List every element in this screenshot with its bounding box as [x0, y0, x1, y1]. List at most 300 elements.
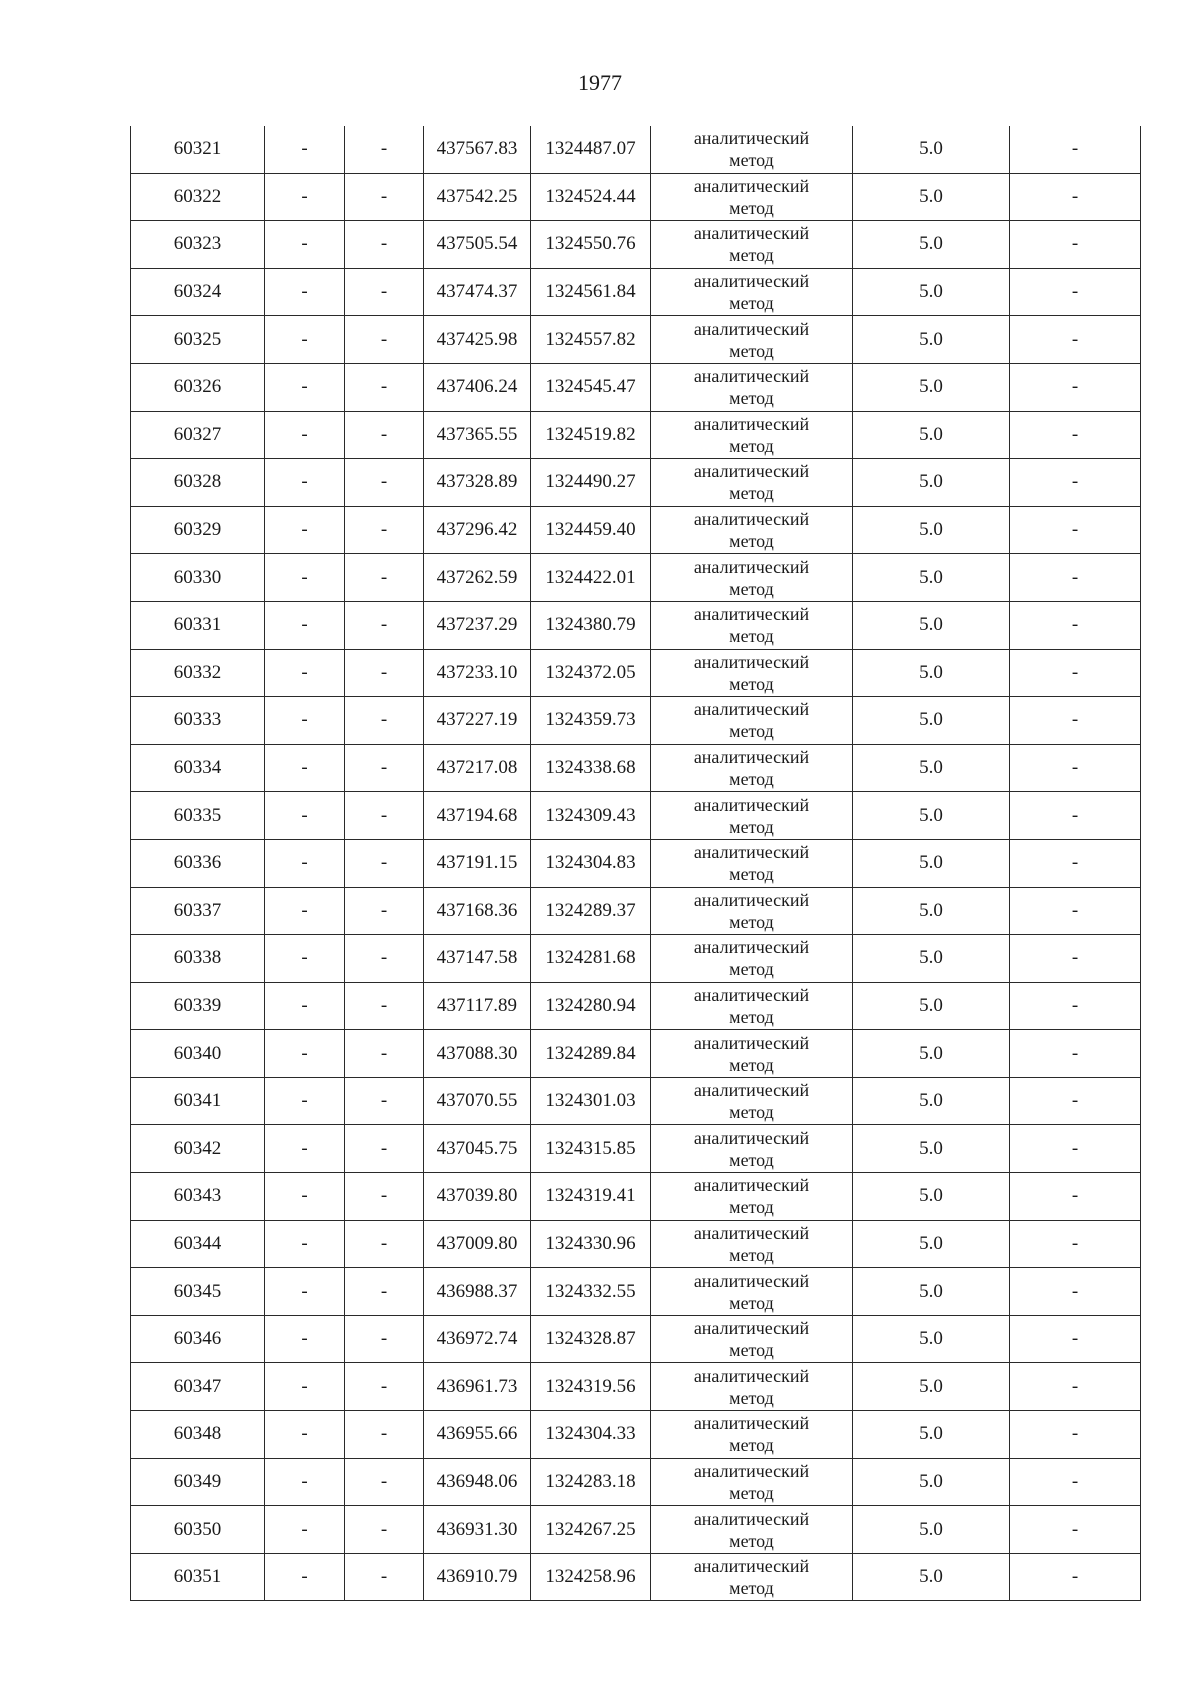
precision-cell: 5.0: [853, 792, 1010, 840]
empty-value-cell: -: [265, 316, 345, 364]
y-coordinate-cell: 1324519.82: [531, 411, 651, 459]
point-number-cell: 60331: [131, 601, 265, 649]
y-coordinate-cell: 1324524.44: [531, 173, 651, 221]
point-number-cell: 60337: [131, 887, 265, 935]
empty-value-cell: -: [1010, 411, 1141, 459]
table-row: [131, 982, 1141, 1030]
method-text: метод: [729, 864, 774, 885]
method-text: аналитический: [693, 318, 810, 339]
empty-value-cell: -: [1010, 506, 1141, 554]
point-number-cell: 60326: [131, 363, 265, 411]
x-coordinate-cell: 437233.10: [424, 649, 531, 697]
method-cell: [651, 268, 853, 316]
empty-value-cell: -: [1010, 935, 1141, 983]
method-text: метод: [729, 626, 774, 647]
y-coordinate-cell: 1324304.33: [531, 1411, 651, 1459]
table-row: [131, 221, 1141, 269]
table-body: [131, 126, 1141, 1601]
method-cell: [651, 506, 853, 554]
empty-value-cell: -: [265, 1411, 345, 1459]
empty-value-cell: -: [345, 1553, 424, 1601]
x-coordinate-cell: 436910.79: [424, 1553, 531, 1601]
point-number-cell: 60329: [131, 506, 265, 554]
method-cell: [651, 221, 853, 269]
x-coordinate-cell: 437542.25: [424, 173, 531, 221]
precision-cell: 5.0: [853, 268, 1010, 316]
method-text: аналитический: [693, 984, 810, 1005]
method-text: метод: [729, 1578, 774, 1599]
empty-value-cell: -: [1010, 1125, 1141, 1173]
empty-value-cell: -: [265, 1030, 345, 1078]
empty-value-cell: -: [265, 1506, 345, 1554]
method-cell: [651, 1506, 853, 1554]
empty-value-cell: -: [265, 1173, 345, 1221]
empty-value-cell: -: [265, 982, 345, 1030]
empty-value-cell: -: [345, 697, 424, 745]
table-row: [131, 792, 1141, 840]
point-number-cell: 60351: [131, 1553, 265, 1601]
method-text: метод: [729, 1387, 774, 1408]
x-coordinate-cell: 437237.29: [424, 601, 531, 649]
precision-cell: 5.0: [853, 1077, 1010, 1125]
empty-value-cell: -: [1010, 1315, 1141, 1363]
empty-value-cell: -: [345, 268, 424, 316]
empty-value-cell: -: [1010, 1220, 1141, 1268]
method-text: метод: [729, 578, 774, 599]
point-number-cell: 60334: [131, 744, 265, 792]
point-number-cell: 60325: [131, 316, 265, 364]
empty-value-cell: -: [345, 649, 424, 697]
method-text: аналитический: [693, 175, 810, 196]
x-coordinate-cell: 437070.55: [424, 1077, 531, 1125]
method-text: аналитический: [693, 889, 810, 910]
empty-value-cell: -: [345, 601, 424, 649]
y-coordinate-cell: 1324301.03: [531, 1077, 651, 1125]
empty-value-cell: -: [1010, 982, 1141, 1030]
method-cell: [651, 1411, 853, 1459]
empty-value-cell: -: [345, 792, 424, 840]
method-text: аналитический: [693, 413, 810, 434]
empty-value-cell: -: [1010, 839, 1141, 887]
y-coordinate-cell: 1324557.82: [531, 316, 651, 364]
table-row: [131, 173, 1141, 221]
method-cell: [651, 1220, 853, 1268]
y-coordinate-cell: 1324422.01: [531, 554, 651, 602]
point-number-cell: 60322: [131, 173, 265, 221]
method-cell: [651, 1030, 853, 1078]
x-coordinate-cell: 437088.30: [424, 1030, 531, 1078]
empty-value-cell: -: [345, 506, 424, 554]
empty-value-cell: -: [1010, 1268, 1141, 1316]
method-text: аналитический: [693, 223, 810, 244]
method-text: метод: [729, 721, 774, 742]
empty-value-cell: -: [1010, 268, 1141, 316]
empty-value-cell: -: [1010, 649, 1141, 697]
method-text: аналитический: [693, 604, 810, 625]
precision-cell: 5.0: [853, 601, 1010, 649]
empty-value-cell: -: [345, 935, 424, 983]
method-cell: [651, 173, 853, 221]
precision-cell: 5.0: [853, 1363, 1010, 1411]
table-row: [131, 126, 1141, 173]
precision-cell: 5.0: [853, 935, 1010, 983]
empty-value-cell: -: [265, 1268, 345, 1316]
x-coordinate-cell: 437425.98: [424, 316, 531, 364]
empty-value-cell: -: [265, 1363, 345, 1411]
empty-value-cell: -: [345, 554, 424, 602]
table-row: [131, 1173, 1141, 1221]
empty-value-cell: -: [1010, 1458, 1141, 1506]
method-cell: [651, 935, 853, 983]
y-coordinate-cell: 1324267.25: [531, 1506, 651, 1554]
method-text: метод: [729, 435, 774, 456]
empty-value-cell: -: [265, 887, 345, 935]
y-coordinate-cell: 1324459.40: [531, 506, 651, 554]
empty-value-cell: -: [265, 697, 345, 745]
precision-cell: 5.0: [853, 887, 1010, 935]
table-row: [131, 316, 1141, 364]
table-row: [131, 1220, 1141, 1268]
empty-value-cell: -: [265, 1458, 345, 1506]
empty-value-cell: -: [345, 1458, 424, 1506]
empty-value-cell: -: [1010, 1411, 1141, 1459]
y-coordinate-cell: 1324315.85: [531, 1125, 651, 1173]
point-number-cell: 60350: [131, 1506, 265, 1554]
table-row: [131, 506, 1141, 554]
empty-value-cell: -: [1010, 1030, 1141, 1078]
empty-value-cell: -: [265, 1077, 345, 1125]
method-text: аналитический: [693, 937, 810, 958]
table-row: [131, 1315, 1141, 1363]
empty-value-cell: -: [265, 268, 345, 316]
x-coordinate-cell: 437474.37: [424, 268, 531, 316]
method-text: аналитический: [693, 699, 810, 720]
y-coordinate-cell: 1324338.68: [531, 744, 651, 792]
x-coordinate-cell: 437009.80: [424, 1220, 531, 1268]
x-coordinate-cell: 437039.80: [424, 1173, 531, 1221]
method-text: аналитический: [693, 1222, 810, 1243]
method-text: метод: [729, 197, 774, 218]
coordinates-table: [130, 126, 1141, 1601]
empty-value-cell: -: [345, 1030, 424, 1078]
table-row: [131, 1553, 1141, 1601]
method-cell: [651, 839, 853, 887]
table-row: [131, 1030, 1141, 1078]
empty-value-cell: -: [265, 506, 345, 554]
point-number-cell: 60339: [131, 982, 265, 1030]
empty-value-cell: -: [265, 173, 345, 221]
x-coordinate-cell: 437296.42: [424, 506, 531, 554]
method-text: аналитический: [693, 1175, 810, 1196]
point-number-cell: 60347: [131, 1363, 265, 1411]
precision-cell: 5.0: [853, 363, 1010, 411]
empty-value-cell: -: [1010, 697, 1141, 745]
point-number-cell: 60342: [131, 1125, 265, 1173]
x-coordinate-cell: 437147.58: [424, 935, 531, 983]
method-text: метод: [729, 245, 774, 266]
empty-value-cell: -: [1010, 459, 1141, 507]
empty-value-cell: -: [1010, 1506, 1141, 1554]
method-text: метод: [729, 1482, 774, 1503]
method-cell: [651, 1077, 853, 1125]
x-coordinate-cell: 436948.06: [424, 1458, 531, 1506]
table-row: [131, 649, 1141, 697]
table-row: [131, 1458, 1141, 1506]
method-text: метод: [729, 911, 774, 932]
empty-value-cell: -: [345, 1363, 424, 1411]
empty-value-cell: -: [265, 1220, 345, 1268]
precision-cell: 5.0: [853, 839, 1010, 887]
method-text: аналитический: [693, 1032, 810, 1053]
point-number-cell: 60345: [131, 1268, 265, 1316]
y-coordinate-cell: 1324328.87: [531, 1315, 651, 1363]
point-number-cell: 60330: [131, 554, 265, 602]
method-text: аналитический: [693, 509, 810, 530]
empty-value-cell: -: [345, 221, 424, 269]
x-coordinate-cell: 436955.66: [424, 1411, 531, 1459]
empty-value-cell: -: [345, 126, 424, 173]
table-row: [131, 1125, 1141, 1173]
empty-value-cell: -: [265, 554, 345, 602]
precision-cell: 5.0: [853, 459, 1010, 507]
empty-value-cell: -: [1010, 363, 1141, 411]
method-cell: [651, 601, 853, 649]
point-number-cell: 60340: [131, 1030, 265, 1078]
point-number-cell: 60344: [131, 1220, 265, 1268]
precision-cell: 5.0: [853, 744, 1010, 792]
x-coordinate-cell: 437365.55: [424, 411, 531, 459]
method-text: метод: [729, 1530, 774, 1551]
method-text: метод: [729, 959, 774, 980]
point-number-cell: 60323: [131, 221, 265, 269]
point-number-cell: 60346: [131, 1315, 265, 1363]
precision-cell: 5.0: [853, 1506, 1010, 1554]
point-number-cell: 60338: [131, 935, 265, 983]
method-text: метод: [729, 1340, 774, 1361]
method-cell: [651, 887, 853, 935]
x-coordinate-cell: 437328.89: [424, 459, 531, 507]
method-text: аналитический: [693, 747, 810, 768]
method-text: метод: [729, 1292, 774, 1313]
method-cell: [651, 1363, 853, 1411]
empty-value-cell: -: [345, 1125, 424, 1173]
x-coordinate-cell: 436961.73: [424, 1363, 531, 1411]
method-text: метод: [729, 531, 774, 552]
empty-value-cell: -: [265, 649, 345, 697]
x-coordinate-cell: 437191.15: [424, 839, 531, 887]
precision-cell: 5.0: [853, 1030, 1010, 1078]
empty-value-cell: -: [345, 1506, 424, 1554]
y-coordinate-cell: 1324304.83: [531, 839, 651, 887]
empty-value-cell: -: [1010, 554, 1141, 602]
point-number-cell: 60333: [131, 697, 265, 745]
empty-value-cell: -: [1010, 1077, 1141, 1125]
empty-value-cell: -: [345, 1220, 424, 1268]
x-coordinate-cell: 437168.36: [424, 887, 531, 935]
method-text: аналитический: [693, 1270, 810, 1291]
method-cell: [651, 459, 853, 507]
method-text: метод: [729, 150, 774, 171]
method-text: метод: [729, 1149, 774, 1170]
method-cell: [651, 1315, 853, 1363]
x-coordinate-cell: 437567.83: [424, 126, 531, 173]
empty-value-cell: -: [345, 1268, 424, 1316]
method-text: аналитический: [693, 461, 810, 482]
empty-value-cell: -: [265, 363, 345, 411]
precision-cell: 5.0: [853, 126, 1010, 173]
table-row: [131, 268, 1141, 316]
empty-value-cell: -: [265, 221, 345, 269]
point-number-cell: 60343: [131, 1173, 265, 1221]
method-text: аналитический: [693, 1365, 810, 1386]
empty-value-cell: -: [1010, 316, 1141, 364]
method-cell: [651, 1268, 853, 1316]
method-text: аналитический: [693, 1413, 810, 1434]
precision-cell: 5.0: [853, 221, 1010, 269]
x-coordinate-cell: 437217.08: [424, 744, 531, 792]
empty-value-cell: -: [1010, 1553, 1141, 1601]
precision-cell: 5.0: [853, 697, 1010, 745]
method-cell: [651, 363, 853, 411]
y-coordinate-cell: 1324487.07: [531, 126, 651, 173]
table-row: [131, 839, 1141, 887]
x-coordinate-cell: 437227.19: [424, 697, 531, 745]
y-coordinate-cell: 1324319.56: [531, 1363, 651, 1411]
method-cell: [651, 697, 853, 745]
y-coordinate-cell: 1324258.96: [531, 1553, 651, 1601]
precision-cell: 5.0: [853, 554, 1010, 602]
x-coordinate-cell: 436931.30: [424, 1506, 531, 1554]
empty-value-cell: -: [265, 1125, 345, 1173]
empty-value-cell: -: [1010, 792, 1141, 840]
table-row: [131, 744, 1141, 792]
empty-value-cell: -: [265, 459, 345, 507]
method-text: метод: [729, 340, 774, 361]
point-number-cell: 60335: [131, 792, 265, 840]
table-row: [131, 697, 1141, 745]
precision-cell: 5.0: [853, 1125, 1010, 1173]
empty-value-cell: -: [1010, 221, 1141, 269]
empty-value-cell: -: [1010, 887, 1141, 935]
table-row: [131, 601, 1141, 649]
table-row: [131, 887, 1141, 935]
method-text: аналитический: [693, 794, 810, 815]
precision-cell: 5.0: [853, 173, 1010, 221]
method-cell: [651, 1553, 853, 1601]
method-text: метод: [729, 388, 774, 409]
empty-value-cell: -: [265, 839, 345, 887]
point-number-cell: 60324: [131, 268, 265, 316]
precision-cell: 5.0: [853, 1458, 1010, 1506]
empty-value-cell: -: [1010, 744, 1141, 792]
method-text: метод: [729, 816, 774, 837]
method-cell: [651, 1458, 853, 1506]
empty-value-cell: -: [345, 839, 424, 887]
x-coordinate-cell: 436972.74: [424, 1315, 531, 1363]
method-cell: [651, 126, 853, 173]
method-text: метод: [729, 1197, 774, 1218]
method-text: аналитический: [693, 271, 810, 292]
empty-value-cell: -: [345, 982, 424, 1030]
point-number-cell: 60341: [131, 1077, 265, 1125]
method-text: метод: [729, 1244, 774, 1265]
x-coordinate-cell: 437045.75: [424, 1125, 531, 1173]
method-text: метод: [729, 673, 774, 694]
empty-value-cell: -: [265, 126, 345, 173]
empty-value-cell: -: [265, 792, 345, 840]
empty-value-cell: -: [1010, 601, 1141, 649]
point-number-cell: 60336: [131, 839, 265, 887]
method-text: аналитический: [693, 1080, 810, 1101]
y-coordinate-cell: 1324550.76: [531, 221, 651, 269]
empty-value-cell: -: [345, 363, 424, 411]
x-coordinate-cell: 437194.68: [424, 792, 531, 840]
y-coordinate-cell: 1324289.37: [531, 887, 651, 935]
precision-cell: 5.0: [853, 982, 1010, 1030]
point-number-cell: 60332: [131, 649, 265, 697]
table-row: [131, 1411, 1141, 1459]
precision-cell: 5.0: [853, 1173, 1010, 1221]
empty-value-cell: -: [345, 411, 424, 459]
precision-cell: 5.0: [853, 1553, 1010, 1601]
empty-value-cell: -: [345, 1077, 424, 1125]
precision-cell: 5.0: [853, 506, 1010, 554]
method-text: метод: [729, 483, 774, 504]
point-number-cell: 60349: [131, 1458, 265, 1506]
y-coordinate-cell: 1324309.43: [531, 792, 651, 840]
empty-value-cell: -: [1010, 1173, 1141, 1221]
precision-cell: 5.0: [853, 316, 1010, 364]
table-row: [131, 935, 1141, 983]
precision-cell: 5.0: [853, 1411, 1010, 1459]
empty-value-cell: -: [1010, 126, 1141, 173]
method-cell: [651, 554, 853, 602]
method-text: метод: [729, 1435, 774, 1456]
method-cell: [651, 411, 853, 459]
empty-value-cell: -: [265, 1553, 345, 1601]
method-text: метод: [729, 1054, 774, 1075]
method-cell: [651, 982, 853, 1030]
empty-value-cell: -: [345, 459, 424, 507]
y-coordinate-cell: 1324561.84: [531, 268, 651, 316]
y-coordinate-cell: 1324332.55: [531, 1268, 651, 1316]
table-row: [131, 363, 1141, 411]
method-cell: [651, 1173, 853, 1221]
x-coordinate-cell: 436988.37: [424, 1268, 531, 1316]
method-text: метод: [729, 293, 774, 314]
y-coordinate-cell: 1324490.27: [531, 459, 651, 507]
precision-cell: 5.0: [853, 1268, 1010, 1316]
y-coordinate-cell: 1324281.68: [531, 935, 651, 983]
y-coordinate-cell: 1324289.84: [531, 1030, 651, 1078]
method-cell: [651, 316, 853, 364]
table-row: [131, 411, 1141, 459]
y-coordinate-cell: 1324330.96: [531, 1220, 651, 1268]
precision-cell: 5.0: [853, 649, 1010, 697]
x-coordinate-cell: 437117.89: [424, 982, 531, 1030]
point-number-cell: 60327: [131, 411, 265, 459]
precision-cell: 5.0: [853, 1315, 1010, 1363]
method-text: аналитический: [693, 366, 810, 387]
table-row: [131, 1268, 1141, 1316]
empty-value-cell: -: [345, 1411, 424, 1459]
method-text: аналитический: [693, 128, 810, 149]
empty-value-cell: -: [345, 1315, 424, 1363]
empty-value-cell: -: [345, 1173, 424, 1221]
table-row: [131, 1506, 1141, 1554]
method-text: аналитический: [693, 1318, 810, 1339]
point-number-cell: 60348: [131, 1411, 265, 1459]
